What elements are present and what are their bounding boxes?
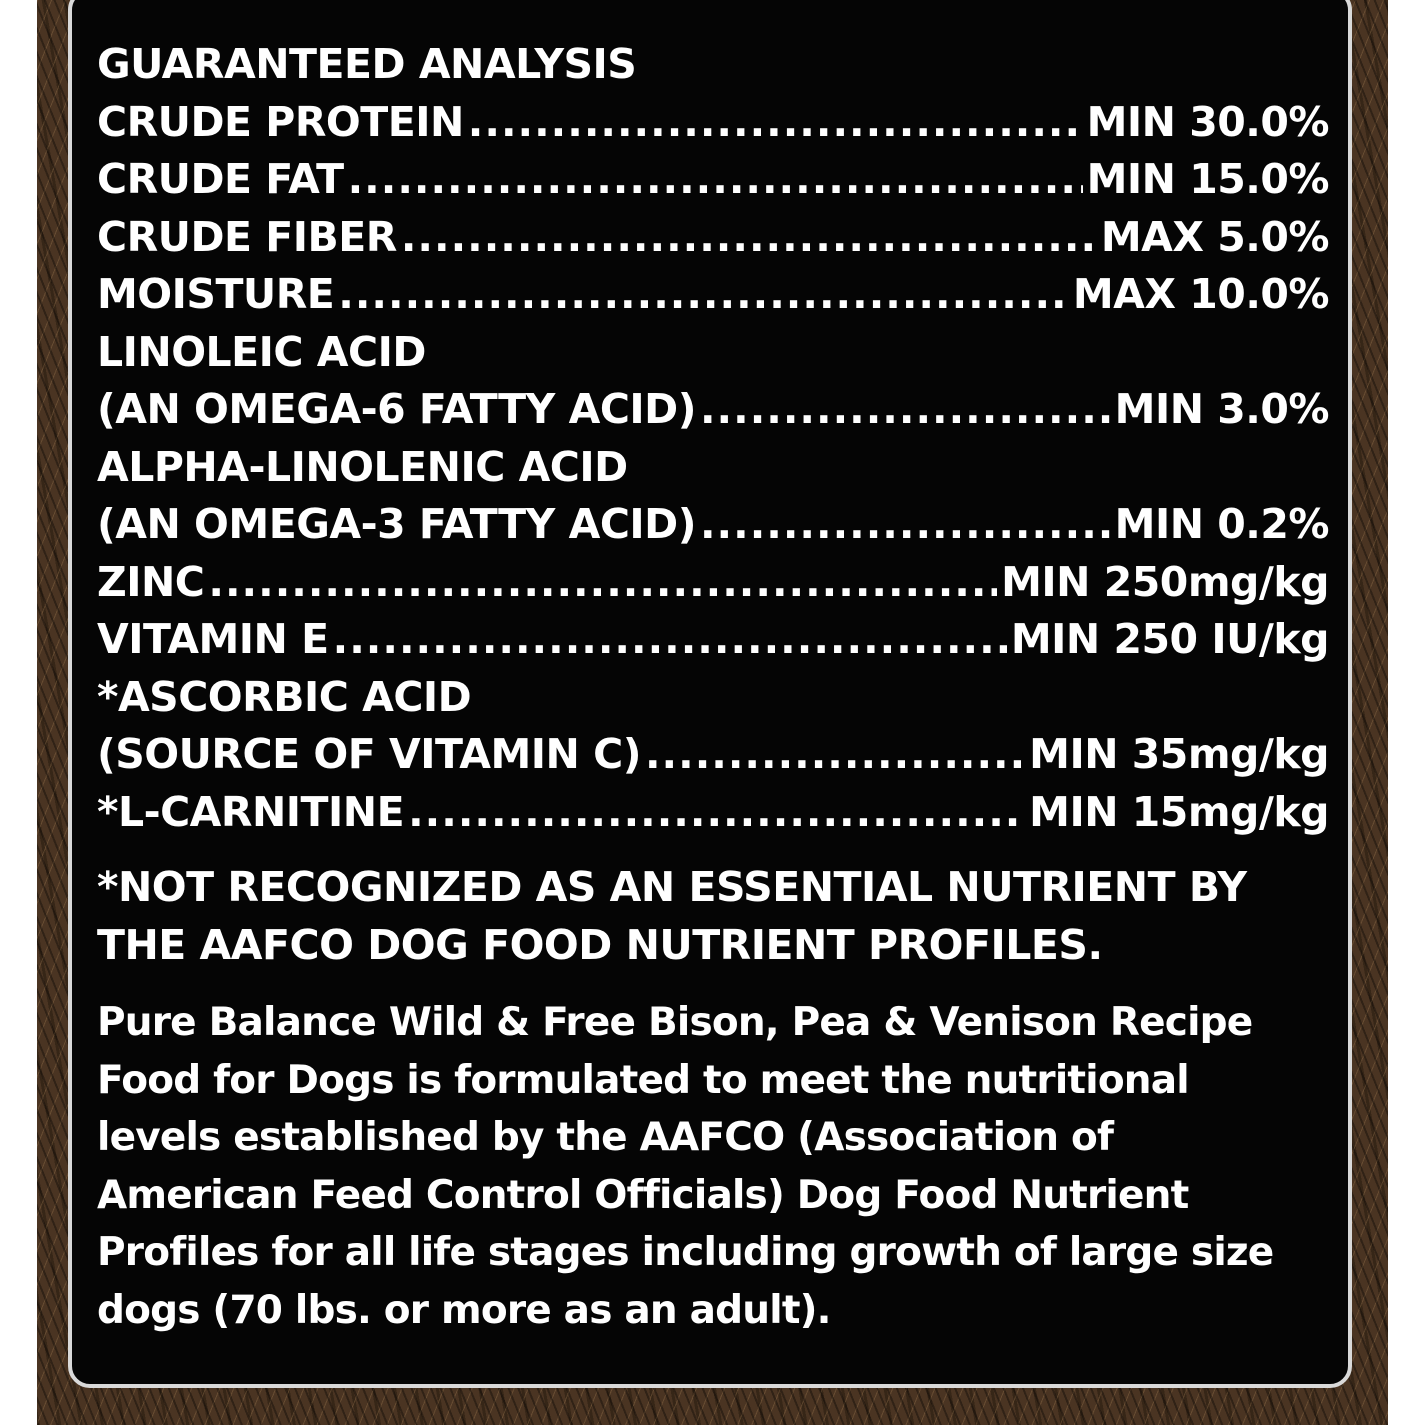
analysis-row-crude-protein — [97, 94, 1329, 152]
dot-leader — [208, 554, 997, 612]
row-value: MIN 15mg/kg — [1029, 787, 1329, 836]
row-label: CRUDE PROTEIN — [97, 97, 464, 146]
analysis-row-moisture — [97, 266, 1329, 324]
analysis-content — [97, 36, 1329, 1339]
row-label: (AN OMEGA-6 FATTY ACID) — [97, 385, 696, 433]
dot-leader — [408, 784, 1025, 842]
row-heading-linoleic-acid: LINOLEIC ACID — [97, 327, 426, 376]
row-label: (SOURCE OF VITAMIN C) — [97, 730, 641, 778]
analysis-row-l-carnitine — [97, 784, 1329, 842]
row-label: *L-CARNITINE — [97, 787, 405, 836]
row-value: MIN 3.0% — [1114, 385, 1329, 433]
row-label: VITAMIN E — [97, 615, 329, 663]
row-value: MIN 0.2% — [1114, 500, 1329, 548]
analysis-row-zinc — [97, 554, 1329, 612]
row-value: MIN 15.0% — [1086, 155, 1329, 203]
analysis-row-crude-fat — [97, 151, 1329, 209]
analysis-row-vitamin-e — [97, 611, 1329, 669]
dot-leader — [468, 94, 1083, 152]
row-value: MAX 10.0% — [1072, 270, 1329, 318]
statement-line: Pure Balance Wild & Free Bison, Pea & Venison Recipe — [97, 1000, 1253, 1045]
dot-leader — [401, 209, 1097, 267]
row-value: MIN 250mg/kg — [1001, 557, 1329, 606]
row-heading-alpha-linolenic-acid: ALPHA-LINOLENIC ACID — [97, 442, 628, 491]
dot-leader — [645, 726, 1025, 784]
row-label: CRUDE FAT — [97, 155, 344, 203]
analysis-row-linoleic-acid — [97, 381, 1329, 439]
row-value: MIN 250 IU/kg — [1010, 615, 1329, 663]
aafco-statement — [97, 994, 1329, 1339]
row-value: MAX 5.0% — [1100, 212, 1329, 261]
row-label: ZINC — [97, 557, 205, 606]
analysis-row-alpha-linolenic-acid — [97, 496, 1329, 554]
row-label: (AN OMEGA-3 FATTY ACID) — [97, 500, 696, 548]
row-label: MOISTURE — [97, 270, 335, 318]
analysis-row-ascorbic-acid — [97, 726, 1329, 784]
dot-leader — [348, 151, 1083, 209]
row-label: CRUDE FIBER — [97, 212, 397, 261]
row-heading-ascorbic-acid: *ASCORBIC ACID — [97, 672, 472, 721]
analysis-row-crude-fiber — [97, 209, 1329, 267]
dot-leader — [700, 496, 1111, 554]
statement-line: levels established by the AAFCO (Association of — [97, 1115, 1114, 1160]
footnote-line: *NOT RECOGNIZED AS AN ESSENTIAL NUTRIENT BY — [97, 863, 1247, 911]
statement-line: Food for Dogs is formulated to meet the nutritional — [97, 1057, 1189, 1103]
row-value: MIN 30.0% — [1086, 97, 1329, 146]
analysis-title: GUARANTEED ANALYSIS — [97, 40, 637, 88]
footnote-line: THE AAFCO DOG FOOD NUTRIENT PROFILES. — [97, 920, 1103, 969]
statement-line: Profiles for all life stages including growth of large size — [97, 1230, 1274, 1275]
dot-leader — [700, 381, 1111, 439]
row-value: MIN 35mg/kg — [1029, 730, 1329, 778]
footnote — [97, 859, 1329, 974]
dot-leader — [338, 266, 1069, 324]
statement-line: dogs (70 lbs. or more as an adult). — [97, 1287, 831, 1333]
statement-line: American Feed Control Officials) Dog Food Nutrient — [97, 1172, 1189, 1218]
dot-leader — [333, 611, 1007, 669]
